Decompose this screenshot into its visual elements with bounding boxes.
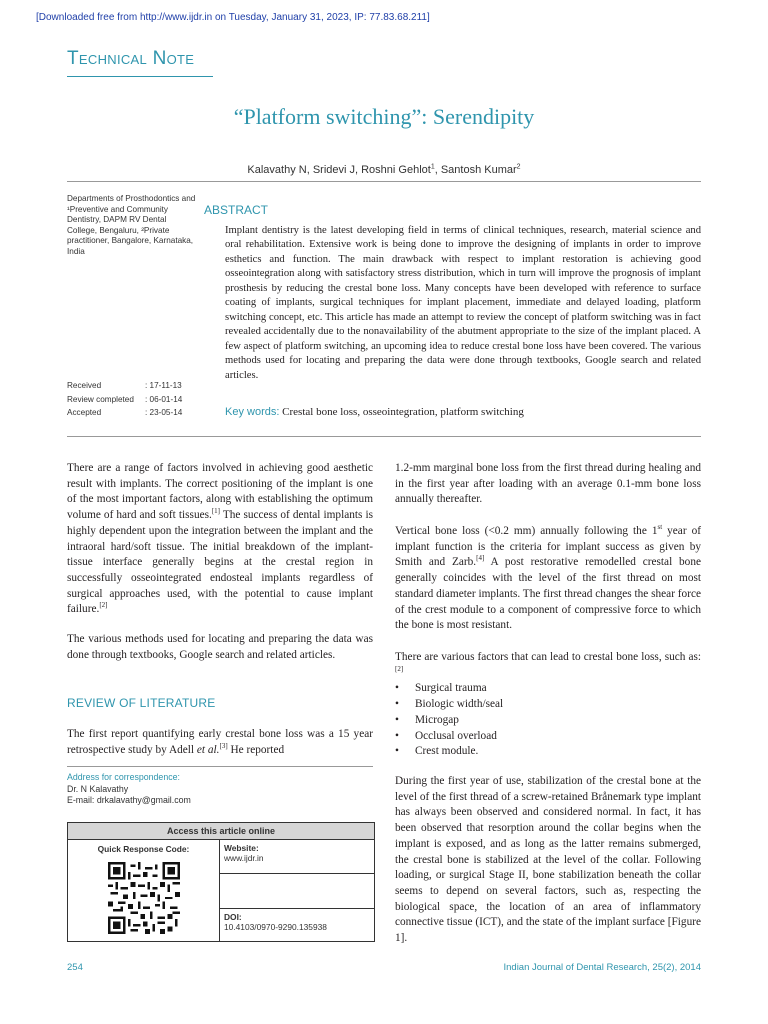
website-label: Website: (224, 843, 259, 853)
factor-list (395, 681, 701, 760)
qr-code-icon (108, 862, 180, 934)
journal-citation: Indian Journal of Dental Research, 25(2), 2014 (503, 962, 701, 973)
review-date: : 06-01-14 (145, 394, 183, 404)
accepted-label: Accepted (67, 408, 102, 418)
doi-value[interactable]: 10.4103/0970-9290.135938 (224, 922, 327, 932)
download-notice: [Downloaded free from http://www.ijdr.in on Tuesday, January 31, 2023, IP: 77.83.68.211] (36, 12, 430, 23)
qr-label: Quick Response Code: (97, 844, 190, 854)
correspondence-label: Address for correspondence: (67, 772, 180, 782)
section-label: Technical Note (67, 48, 195, 69)
section-underline (67, 76, 213, 77)
keywords-list: Crestal bone loss, osseointegration, platform switching (279, 406, 524, 418)
empty-cell (220, 874, 374, 909)
col2-paragraph-2: Vertical bone loss (<0.2 mm) annually following the 1st year of implant function is the criteria for implant success as given by Smith and Zarb.[4] A post restorative remodelled crestal bone generally coincides with the level of the first thread on most standard diameter implants. The first thread changes the shear force of the crest module to a component of compressive force to which the bone is most resistant. (395, 523, 701, 632)
list-item: • Surgical trauma (395, 682, 487, 695)
correspondence-email: E-mail: drkalavathy@gmail.com (67, 795, 191, 805)
accepted-date: : 23-05-14 (145, 408, 183, 418)
list-item: • Biologic width/seal (395, 698, 504, 711)
received-date: : 17-11-13 (145, 381, 182, 391)
affiliation: Departments of Prosthodontics and ¹Preventive and Community Dentistry, DAPM RV Dental College, Bengaluru, ²Private practitioner, Bangalore, Karnataka, India (67, 194, 196, 256)
website-link[interactable]: www.ijdr.in (224, 853, 264, 863)
methods-paragraph: The various methods used for locating and preparing the data was done through textbooks, Google search and related articles. (67, 633, 373, 661)
list-item: • Microgap (395, 713, 459, 726)
review-label: Review completed (67, 394, 134, 404)
col2-paragraph-3: There are various factors that can lead to crestal bone loss, such as:[2] • Surgical trauma • Biologic width/seal • Microgap • Occlusal overload • Crest module. (395, 650, 701, 760)
article-title: “Platform switching”: Serendipity (233, 104, 535, 129)
qr-cell (68, 840, 220, 941)
received-label: Received (67, 381, 102, 391)
correspondence (67, 772, 191, 807)
list-item: • Occlusal overload (395, 729, 497, 742)
header-divider (67, 181, 701, 182)
doi-label: DOI: (224, 912, 242, 922)
body-divider (67, 436, 701, 437)
access-box (67, 822, 375, 942)
correspondence-name: Dr. N Kalavathy (67, 783, 129, 794)
list-item: • Crest module. (395, 745, 479, 758)
website-cell (220, 840, 374, 874)
review-paragraph: The first report quantifying early crestal bone loss was a 15 year retrospective study by Adell et al.[3] He reported (67, 728, 373, 756)
correspondence-divider (67, 766, 373, 767)
review-heading: REVIEW OF LITERATURE (67, 696, 216, 710)
keywords (225, 406, 524, 418)
abstract-heading: ABSTRACT (204, 203, 269, 217)
article-dates (67, 379, 215, 420)
col2-paragraph-1: 1.2-mm marginal bone loss from the first thread during healing and in the first year after loading with an average 0.1-mm bone loss annually thereafter. (395, 462, 701, 506)
doi-cell (220, 909, 374, 941)
keywords-label: Key words: (225, 406, 280, 418)
access-info (220, 840, 374, 941)
intro-paragraph: There are a range of factors involved in achieving good aesthetic result with implants. The correct positioning of the implant is one of the most important factors, along with establishing the optimum volume of hard and soft tissues.[1] The success of dental implants is highly dependent upon the integration between the implant and the intraoral hard/soft tissue. The initial breakdown of the implant-tissue interface generally begins at the crestal region in successfully osseointegrated endosteal implants regardless of surgical approaches used, with the potential to cause implant failure.[2] (67, 462, 373, 616)
author-list: Kalavathy N, Sridevi J, Roshni Gehlot$^1$, Santosh Kumar$^2$ (247, 163, 521, 176)
col2-paragraph-4: During the first year of use, stabilization of the crestal bone at the level of the first thread of a screw-retained Brånemark type implant has always been observed and considered normal. In fact, it has been observed that resorption around the collar begins when the implant is exposed, and as long as the latter remains submerged, the crestal bone is stabilized at the level of the collar. Following loading, or surgical Stage II, bone stabilization beneath the collar seems to depend on several factors, such as, respecting the biological space, the location of an area of inflammatory connective tissue (ICT), and the state of the implant surface [Figure 1]. (395, 775, 701, 945)
access-title: Access this article online (68, 823, 374, 840)
abstract-text: Implant dentistry is the latest developing field in terms of clinical techniques, research, material science and oral rehabilitation. Extensive work is being done to improve the designing of implants in order to improve esthetics and function. The main drawback with respect to implant restoration is achieving good osseointegration along with satisfactory stress distribution, which in turn will improve the prognosis of implant prosthesis by reducing the crestal bone loss. Many concepts have been developed with reference to surface coating of implants, surgical techniques for implant placement, immediate and delayed loading, platform switching concept, etc. This article has made an attempt to review the concept of platform switching was in fact revealed accidentally due to the nonavailability of the abutment appropriate to the size of the implant placed. A few aspect of platform switching, an upcoming idea to reduce crestal bone loss have been covered. The various methods used for locating and preparing the data were done through textbooks, Google search and related articles. (225, 225, 701, 381)
page-number: 254 (67, 962, 83, 973)
